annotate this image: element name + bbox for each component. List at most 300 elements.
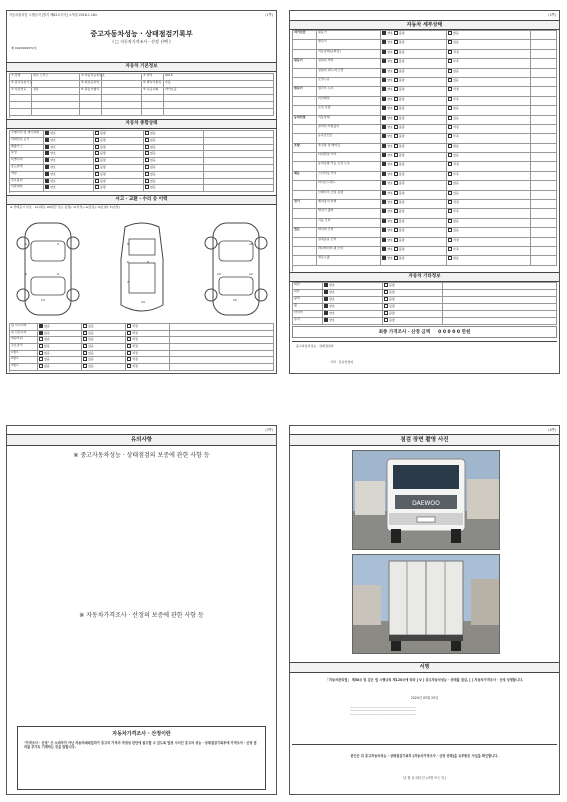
history-label: 3랭크 <box>10 364 38 371</box>
status-checkbox[interactable] <box>145 172 149 176</box>
detail-checkbox-good[interactable] <box>382 238 386 242</box>
status-checkbox[interactable] <box>45 172 49 176</box>
basic-info-cell <box>10 109 32 116</box>
detail-state: 양호 불량 <box>381 172 447 181</box>
sign-statement: 「자동차관리법」 제58조 및 같은 법 시행규칙 제120조에 따라 [ V ] 중고자동차성능 · 상태를 점검, [ ] 자동차가격조사 · 산정 성명합니다. <box>325 678 524 682</box>
detail-checkbox-bad[interactable] <box>394 134 398 138</box>
status-checkbox[interactable] <box>145 179 149 183</box>
basic-info-label: ④ 검사유효기간 <box>10 81 32 88</box>
detail-item: 와이퍼 모터 <box>317 228 381 237</box>
basic-info-value <box>102 88 142 95</box>
basic-info-value: 수동 <box>164 81 274 88</box>
detail-extra: 부족 <box>447 59 531 68</box>
status-checkbox[interactable] <box>95 151 99 155</box>
detail-checkbox-extra[interactable] <box>448 256 452 260</box>
detail-checkbox-extra[interactable] <box>448 97 452 101</box>
etc-option: 양호 <box>323 290 383 297</box>
history-checkbox[interactable] <box>127 324 131 328</box>
car-diagram-left <box>13 219 83 319</box>
detail-item: 디퍼렌셜 기어 <box>317 153 381 162</box>
car-part-number: 3 <box>57 242 59 246</box>
status-note <box>204 151 274 158</box>
detail-checkbox-extra[interactable] <box>448 106 452 110</box>
history-checkbox[interactable] <box>39 337 43 341</box>
etc-table <box>292 282 557 325</box>
history-note <box>170 357 274 364</box>
status-option: 불량 <box>94 138 144 145</box>
status-option: 양호 <box>44 179 94 186</box>
detail-checkbox-extra[interactable] <box>448 69 452 73</box>
status-checkbox[interactable] <box>45 158 49 162</box>
car-diagram-right <box>201 219 271 319</box>
history-checkbox[interactable] <box>39 351 43 355</box>
detail-state: 양호 불량 <box>381 219 447 228</box>
history-checkbox[interactable] <box>127 351 131 355</box>
page-1 <box>6 10 277 374</box>
basic-info-label: ⑦ 사용연료 <box>10 88 32 95</box>
detail-checkbox-bad[interactable] <box>394 144 398 148</box>
detail-checkbox-extra[interactable] <box>448 172 452 176</box>
page2-title: 자동차 세부상태 <box>290 20 559 30</box>
detail-note <box>531 209 557 218</box>
detail-checkbox-bad[interactable] <box>394 153 398 157</box>
detail-checkbox-extra[interactable] <box>448 238 452 242</box>
detail-note <box>531 40 557 49</box>
etc-checkbox[interactable] <box>324 290 328 294</box>
status-checkbox[interactable] <box>95 145 99 149</box>
history-checkbox[interactable] <box>127 357 131 361</box>
detail-state: 양호 불량 <box>381 69 447 78</box>
car-part-number: 11 <box>249 242 253 246</box>
history-checkbox[interactable] <box>83 344 87 348</box>
detail-checkbox-bad[interactable] <box>394 209 398 213</box>
detail-checkbox-good[interactable] <box>382 50 386 54</box>
detail-note <box>531 153 557 162</box>
detail-extra: 적정 <box>447 200 531 209</box>
history-checkbox[interactable] <box>127 364 131 368</box>
detail-extra: 없음 <box>447 256 531 265</box>
detail-checkbox-bad[interactable] <box>394 125 398 129</box>
etc-checkbox[interactable] <box>324 318 328 322</box>
detail-checkbox-good[interactable] <box>382 106 386 110</box>
detail-checkbox-extra[interactable] <box>448 87 452 91</box>
basic-info-label: ⑥ 변속기종류 <box>142 81 164 88</box>
status-checkbox[interactable] <box>145 151 149 155</box>
history-option: 없음 <box>38 337 82 344</box>
detail-item: 오일누유 <box>317 78 381 87</box>
status-checkbox[interactable] <box>145 158 149 162</box>
status-option: 불량 <box>94 179 144 186</box>
status-checkbox[interactable] <box>45 185 49 189</box>
detail-checkbox-extra[interactable] <box>448 228 452 232</box>
etc-checkbox[interactable] <box>384 318 388 322</box>
detail-item: 클러치 어셈블리 <box>317 125 381 134</box>
detail-category: 변속기 <box>293 87 317 96</box>
etc-option: 양호 <box>323 297 383 304</box>
history-option: 적정 <box>126 344 170 351</box>
status-checkbox[interactable] <box>145 185 149 189</box>
car-part-number: 15 <box>233 298 237 302</box>
status-label: 용도변경 <box>10 165 44 172</box>
status-checkbox[interactable] <box>145 138 149 142</box>
detail-state: 양호 불량 <box>381 228 447 237</box>
history-option: 있음 <box>82 344 126 351</box>
detail-checkbox-good[interactable] <box>382 134 386 138</box>
detail-note <box>531 69 557 78</box>
history-option: 있음 <box>82 324 126 331</box>
status-note <box>204 131 274 138</box>
etc-checkbox[interactable] <box>384 283 388 287</box>
car-part-number: 7 <box>127 280 129 284</box>
detail-checkbox-bad[interactable] <box>394 219 398 223</box>
basic-info-cell <box>142 95 164 102</box>
status-option: 양호 <box>44 165 94 172</box>
etc-label: 유리 <box>293 318 323 325</box>
detail-note <box>531 200 557 209</box>
detail-checkbox-good[interactable] <box>382 247 386 251</box>
detail-item: 냉각수 누수 <box>317 87 381 96</box>
pricing-box-text: "가격조사 · 산정" 은 소비자가 아닌 자동차매매업자가 중고차 가격의 적정성 판단에 참고할 수 있도록 법정 서식인 중고차 성능 · 상태점검기록부에 가격조사 · 산정 결과를 추가로 기재하는 것을 말합니다. <box>24 741 257 750</box>
basic-info-cell <box>80 95 102 102</box>
history-checkbox[interactable] <box>83 357 87 361</box>
status-option: 없음 <box>144 158 204 165</box>
etc-checkbox[interactable] <box>384 311 388 315</box>
detail-checkbox-extra[interactable] <box>448 134 452 138</box>
detail-checkbox-extra[interactable] <box>448 31 452 35</box>
truck-brand-text: DAEWOO <box>412 500 440 507</box>
detail-item: 브레이크 오일 유량 <box>317 191 381 200</box>
detail-checkbox-good[interactable] <box>382 87 386 91</box>
detail-item: 연료누출 <box>317 256 381 265</box>
detail-checkbox-extra[interactable] <box>448 153 452 157</box>
history-checkbox[interactable] <box>39 357 43 361</box>
detail-category: 연료 <box>293 228 317 237</box>
detail-checkbox-bad[interactable] <box>394 228 398 232</box>
car-part-number: 12 <box>249 272 253 276</box>
detail-category: 조향 <box>293 144 317 153</box>
etc-option: 불량 <box>383 311 443 318</box>
section-basic-info: 자동차 기본정보 <box>7 62 276 72</box>
page-3 <box>6 425 277 795</box>
detail-checkbox-extra[interactable] <box>448 200 452 204</box>
etc-note <box>443 283 557 290</box>
detail-item: 커먼레일 <box>317 97 381 106</box>
status-checkbox[interactable] <box>45 131 49 135</box>
history-checkbox[interactable] <box>127 344 131 348</box>
detail-extra: 없음 <box>447 31 531 40</box>
history-checkbox[interactable] <box>83 324 87 328</box>
detail-checkbox-bad[interactable] <box>394 87 398 91</box>
basic-info-label: ⑧ 원동기형식 <box>80 88 102 95</box>
detail-note <box>531 144 557 153</box>
etc-option: 불량 <box>383 304 443 311</box>
status-checkbox[interactable] <box>145 145 149 149</box>
status-note <box>204 158 274 165</box>
page1-title: 중고자동차성능 · 상태점검기록부 <box>90 30 193 38</box>
detail-checkbox-bad[interactable] <box>394 78 398 82</box>
status-label: 주요옵션 <box>10 179 44 186</box>
basic-info-value <box>32 81 80 88</box>
detail-category <box>293 209 317 218</box>
detail-checkbox-bad[interactable] <box>394 106 398 110</box>
basic-info-table <box>9 73 274 118</box>
status-checkbox[interactable] <box>45 138 49 142</box>
detail-checkbox-bad[interactable] <box>394 191 398 195</box>
detail-checkbox-bad[interactable] <box>394 116 398 120</box>
detail-note <box>531 181 557 190</box>
basic-info-cell <box>102 102 142 109</box>
detail-state: 양호 불량 <box>381 144 447 153</box>
detail-item: 작동상태(공회전) <box>317 50 381 59</box>
status-option: 불량 <box>94 185 144 192</box>
detail-checkbox-bad[interactable] <box>394 97 398 101</box>
detail-extra: 있음 <box>447 191 531 200</box>
detail-extra: 부족 <box>447 247 531 256</box>
etc-note <box>443 304 557 311</box>
etc-option: 양호 <box>323 283 383 290</box>
status-option: 없음 <box>144 138 204 145</box>
detail-category <box>293 69 317 78</box>
detail-checkbox-bad[interactable] <box>394 69 398 73</box>
status-checkbox[interactable] <box>95 185 99 189</box>
car-part-number: 13 <box>41 298 45 302</box>
detail-checkbox-extra[interactable] <box>448 116 452 120</box>
detail-category <box>293 181 317 190</box>
detail-checkbox-extra[interactable] <box>448 40 452 44</box>
status-checkbox[interactable] <box>95 165 99 169</box>
status-checkbox[interactable] <box>95 131 99 135</box>
detail-checkbox-bad[interactable] <box>394 247 398 251</box>
detail-checkbox-extra[interactable] <box>448 144 452 148</box>
status-table <box>9 130 274 193</box>
basic-info-cell <box>102 95 142 102</box>
etc-checkbox[interactable] <box>324 283 328 287</box>
section-etc-info: 자동차 기타정보 <box>290 272 559 282</box>
detail-checkbox-good[interactable] <box>382 59 386 63</box>
status-checkbox[interactable] <box>145 131 149 135</box>
status-option: 불량 <box>94 145 144 152</box>
detail-checkbox-good[interactable] <box>382 125 386 129</box>
detail-checkbox-bad[interactable] <box>394 238 398 242</box>
etc-checkbox[interactable] <box>384 290 388 294</box>
detail-checkbox-good[interactable] <box>382 153 386 157</box>
detail-extra: 없음 <box>447 219 531 228</box>
detail-item: 원동기 <box>317 31 381 40</box>
detail-checkbox-bad[interactable] <box>394 59 398 63</box>
basic-info-value: 2015 <box>164 74 274 81</box>
detail-checkbox-extra[interactable] <box>448 78 452 82</box>
car-part-number: 10 <box>217 272 221 276</box>
status-checkbox[interactable] <box>95 179 99 183</box>
detail-item: 실내송풍 모터 <box>317 238 381 247</box>
status-checkbox[interactable] <box>145 165 149 169</box>
history-checkbox[interactable] <box>39 324 43 328</box>
status-checkbox[interactable] <box>45 179 49 183</box>
etc-checkbox[interactable] <box>324 304 328 308</box>
detail-checkbox-good[interactable] <box>382 78 386 82</box>
detail-item: 동력조향 작동 오일 누유 <box>317 162 381 171</box>
detail-note <box>531 50 557 59</box>
status-label: 색상 <box>10 172 44 179</box>
history-checkbox[interactable] <box>83 351 87 355</box>
etc-checkbox[interactable] <box>384 297 388 301</box>
detail-checkbox-good[interactable] <box>382 219 386 223</box>
detail-checkbox-good[interactable] <box>382 256 386 260</box>
detail-checkbox-extra[interactable] <box>448 209 452 213</box>
sign-date: 2020년 05월 25일 <box>410 696 439 700</box>
detail-checkbox-good[interactable] <box>382 97 386 101</box>
history-checkbox[interactable] <box>83 364 87 368</box>
section-accident-history: 사고 · 교환 · 수리 등 이력 <box>7 195 276 205</box>
history-note <box>170 324 274 331</box>
detail-note <box>531 134 557 143</box>
detail-state: 양호 불량 <box>381 97 447 106</box>
detail-checkbox-good[interactable] <box>382 200 386 204</box>
history-option: 있음 <box>82 337 126 344</box>
detail-category <box>293 256 317 265</box>
detail-extra: 적정 <box>447 125 531 134</box>
etc-label: 타이어 <box>293 311 323 318</box>
history-note <box>170 364 274 371</box>
detail-checkbox-extra[interactable] <box>448 219 452 223</box>
detail-checkbox-good[interactable] <box>382 191 386 195</box>
detail-checkbox-extra[interactable] <box>448 59 452 63</box>
status-option: 없음 <box>144 185 204 192</box>
history-checkbox[interactable] <box>39 364 43 368</box>
history-option: 있음 <box>82 364 126 371</box>
status-note <box>204 179 274 186</box>
history-label: 주요골격 <box>10 344 38 351</box>
detail-checkbox-good[interactable] <box>382 209 386 213</box>
detail-checkbox-bad[interactable] <box>394 256 398 260</box>
etc-note <box>443 290 557 297</box>
detail-state: 양호 불량 <box>381 40 447 49</box>
detail-checkbox-good[interactable] <box>382 69 386 73</box>
detail-extra: 적정 <box>447 87 531 96</box>
etc-checkbox[interactable] <box>324 297 328 301</box>
detail-checkbox-extra[interactable] <box>448 50 452 54</box>
page4-title: 점검 장면 촬영 사진 <box>290 434 559 446</box>
history-checkbox[interactable] <box>39 344 43 348</box>
detail-category <box>293 125 317 134</box>
detail-checkbox-bad[interactable] <box>394 40 398 44</box>
detail-checkbox-good[interactable] <box>382 116 386 120</box>
history-option: 없음 <box>38 324 82 331</box>
detail-note <box>531 97 557 106</box>
history-option: 없음 <box>38 331 82 338</box>
detail-category: 자기진단 <box>293 31 317 40</box>
detail-checkbox-extra[interactable] <box>448 125 452 129</box>
history-checkbox[interactable] <box>127 331 131 335</box>
detail-note <box>531 106 557 115</box>
detail-checkbox-extra[interactable] <box>448 247 452 251</box>
status-option: 없음 <box>144 172 204 179</box>
detail-note <box>531 162 557 171</box>
status-checkbox[interactable] <box>95 172 99 176</box>
detail-category: 제동 <box>293 172 317 181</box>
detail-item: 작동상태 <box>317 116 381 125</box>
history-checkbox[interactable] <box>83 337 87 341</box>
status-option: 불량 <box>94 131 144 138</box>
inspection-photo-rear <box>352 554 500 654</box>
detail-note <box>531 125 557 134</box>
etc-option: 불량 <box>383 283 443 290</box>
etc-checkbox[interactable] <box>324 311 328 315</box>
detail-checkbox-good[interactable] <box>382 144 386 148</box>
history-checkbox[interactable] <box>127 337 131 341</box>
detail-state: 양호 불량 <box>381 50 447 59</box>
car-part-number: 4 <box>57 272 59 276</box>
history-note <box>170 331 274 338</box>
history-label: 1랭크 <box>10 351 38 358</box>
detail-checkbox-extra[interactable] <box>448 162 452 166</box>
detail-checkbox-good[interactable] <box>382 172 386 176</box>
detail-checkbox-bad[interactable] <box>394 31 398 35</box>
etc-checkbox[interactable] <box>384 304 388 308</box>
status-option: 불량 <box>94 151 144 158</box>
basic-info-cell <box>80 109 102 116</box>
warranty-heading-2: ※ 자동차가격조사 · 산정의 보증에 관한 사항 등 <box>79 612 204 619</box>
status-checkbox[interactable] <box>45 145 49 149</box>
status-checkbox[interactable] <box>95 138 99 142</box>
detail-checkbox-good[interactable] <box>382 228 386 232</box>
detail-checkbox-bad[interactable] <box>394 50 398 54</box>
status-option: 불량 <box>94 172 144 179</box>
signer-label-2: 가격 · 조사산정자 <box>330 360 354 364</box>
history-checkbox[interactable] <box>39 331 43 335</box>
detail-note <box>531 59 557 68</box>
detail-category <box>293 40 317 49</box>
history-label: 2랭크 <box>10 357 38 364</box>
truck-front-image <box>353 451 499 549</box>
status-checkbox[interactable] <box>45 165 49 169</box>
status-option: 양호 <box>44 185 94 192</box>
status-checkbox[interactable] <box>45 151 49 155</box>
history-checkbox[interactable] <box>83 331 87 335</box>
detail-checkbox-good[interactable] <box>382 162 386 166</box>
detail-checkbox-good[interactable] <box>382 31 386 35</box>
etc-option: 불량 <box>383 297 443 304</box>
detail-checkbox-extra[interactable] <box>448 191 452 195</box>
detail-note <box>531 219 557 228</box>
etc-label: 휠 <box>293 304 323 311</box>
detail-item: 등속조인트 <box>317 134 381 143</box>
detail-item: 시동 모터 <box>317 219 381 228</box>
status-checkbox[interactable] <box>95 158 99 162</box>
cert-number: 제 0420006972호 <box>11 46 37 50</box>
status-label: 차대번호 표기 <box>10 138 44 145</box>
status-label: 특별이력 <box>10 158 44 165</box>
basic-info-cell <box>142 102 164 109</box>
status-note <box>204 138 274 145</box>
detail-checkbox-bad[interactable] <box>394 200 398 204</box>
detail-checkbox-extra[interactable] <box>448 181 452 185</box>
section-overall-status: 자동차 종합상태 <box>7 119 276 129</box>
detail-category <box>293 247 317 256</box>
detail-checkbox-good[interactable] <box>382 40 386 44</box>
page1-subtitle: ( □ 자동차가격조사 · 산정 선택 ) <box>112 39 171 44</box>
etc-option: 불량 <box>383 290 443 297</box>
detail-checkbox-bad[interactable] <box>394 181 398 185</box>
detail-checkbox-good[interactable] <box>382 181 386 185</box>
status-option: 없음 <box>144 179 204 186</box>
detail-checkbox-bad[interactable] <box>394 172 398 176</box>
status-option: 없음 <box>144 145 204 152</box>
basic-info-label: ① 차명 <box>10 74 32 81</box>
detail-checkbox-bad[interactable] <box>394 162 398 166</box>
basic-info-cell <box>164 95 274 102</box>
detail-table <box>292 30 557 271</box>
